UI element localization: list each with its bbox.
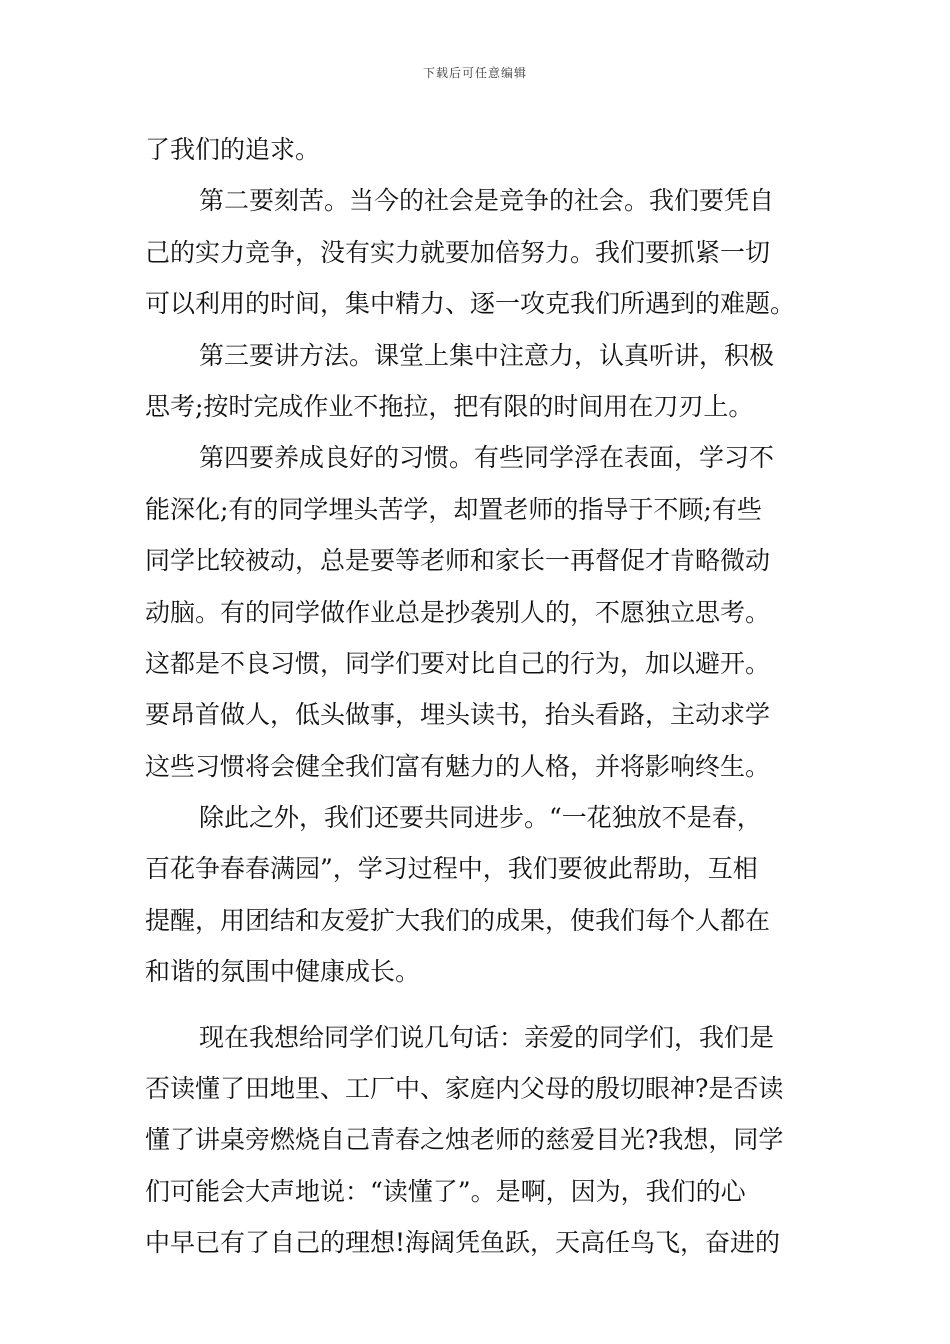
text-line: 懂了讲桌旁燃烧自己青春之烛老师的慈爱目光?我想，同学 — [145, 1125, 784, 1155]
text-line: 第三要讲方法。课堂上集中注意力，认真听讲，积极 — [199, 340, 775, 370]
text-line: 了我们的追求。 — [145, 135, 321, 164]
text-line: 同学比较被动，总是要等老师和家长一再督促才肯略微动 — [145, 546, 771, 576]
text-line: 们可能会大声地说：“读懂了”。是啊，因为，我们的心 — [145, 1176, 746, 1206]
text-line: 可以利用的时间，集中精力、逐一攻克我们所遇到的难题。 — [145, 289, 796, 319]
text-line: 现在我想给同学们说几句话：亲爱的同学们，我们是 — [199, 1022, 775, 1052]
text-line: 己的实力竞争，没有实力就要加倍努力。我们要抓紧一切 — [145, 237, 771, 267]
paragraph-gap — [145, 998, 815, 1012]
text-line: 和谐的氛围中健康成长。 — [145, 957, 421, 987]
paragraph — [145, 330, 815, 433]
text-line: 能深化;有的同学埋头苦学，却置老师的指导于不顾;有些 — [145, 494, 762, 524]
text-line: 这些习惯将会健全我们富有魅力的人格，并将影响终生。 — [145, 751, 771, 781]
text-line: 第四要养成良好的习惯。有些同学浮在表面，学习不 — [199, 443, 775, 473]
paragraph — [145, 124, 815, 175]
paragraph — [145, 792, 815, 998]
text-line: 动脑。有的同学做作业总是抄袭别人的，不愿独立思考。 — [145, 597, 771, 627]
paragraph — [145, 175, 815, 329]
text-line: 中早已有了自己的理想!海阔凭鱼跃，天高任鸟飞，奋进的 — [145, 1228, 781, 1258]
text-line: 提醒，用团结和友爱扩大我们的成果，使我们每个人都在 — [145, 905, 771, 935]
text-line: 第二要刻苦。当今的社会是竞争的社会。我们要凭自 — [199, 186, 775, 216]
text-line: 思考;按时完成作业不拖拉，把有限的时间用在刀刃上。 — [145, 391, 754, 421]
text-line: 要昂首做人，低头做事，埋头读书，抬头看路，主动求学 — [145, 700, 771, 730]
document-body — [145, 124, 815, 1269]
paragraph — [145, 432, 815, 792]
text-line: 除此之外，我们还要共同进步。“一花独放不是春， — [199, 803, 762, 833]
text-line: 这都是不良习惯，同学们要对比自己的行为，加以避开。 — [145, 648, 771, 678]
paragraph — [145, 1012, 815, 1269]
text-line: 百花争春春满园”，学习过程中，我们要彼此帮助，互相 — [145, 854, 758, 884]
text-line: 否读懂了田地里、工厂中、家庭内父母的殷切眼神?是否读 — [145, 1074, 784, 1104]
page-header: 下载后可任意编辑 — [422, 66, 527, 80]
